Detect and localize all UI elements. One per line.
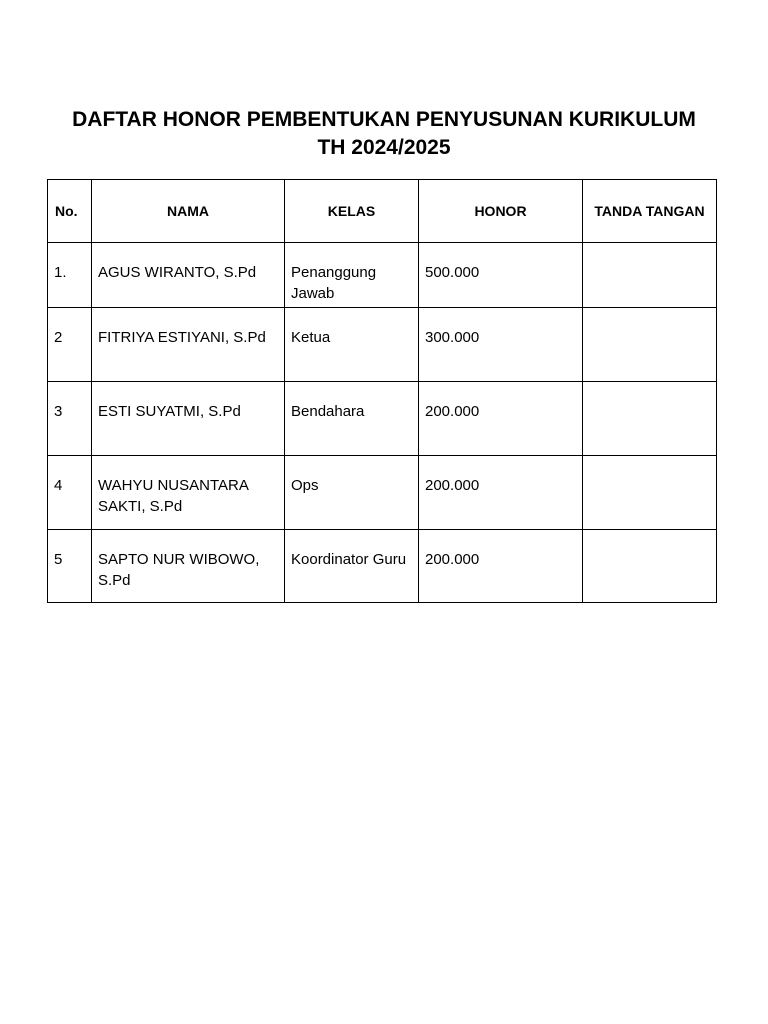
table-row	[48, 530, 717, 603]
cell-tanda-tangan	[583, 456, 717, 530]
cell-tanda-tangan	[583, 243, 717, 308]
cell-kelas: Ketua	[285, 308, 419, 382]
cell-nama: AGUS WIRANTO, S.Pd	[92, 243, 285, 308]
table-header-row	[48, 180, 717, 243]
table-row	[48, 243, 717, 308]
header-tanda-tangan: TANDA TANGAN	[583, 180, 717, 243]
header-kelas: KELAS	[285, 180, 419, 243]
honor-table	[47, 179, 717, 603]
cell-no: 3	[48, 382, 92, 456]
title-line-2: TH 2024/2025	[317, 136, 451, 159]
header-honor: HONOR	[419, 180, 583, 243]
cell-kelas: Koordinator Guru	[285, 530, 419, 603]
cell-honor: 300.000	[419, 308, 583, 382]
cell-kelas: Bendahara	[285, 382, 419, 456]
cell-nama: WAHYU NUSANTARA SAKTI, S.Pd	[92, 456, 285, 530]
header-nama: NAMA	[92, 180, 285, 243]
cell-no: 5	[48, 530, 92, 603]
table-row	[48, 308, 717, 382]
document-title	[40, 106, 728, 162]
table-row	[48, 456, 717, 530]
cell-kelas: Ops	[285, 456, 419, 530]
cell-no: 1.	[48, 243, 92, 308]
cell-nama: FITRIYA ESTIYANI, S.Pd	[92, 308, 285, 382]
cell-kelas: Penanggung Jawab	[285, 243, 419, 308]
cell-honor: 200.000	[419, 382, 583, 456]
title-line-1: DAFTAR HONOR PEMBENTUKAN PENYUSUNAN KURIKULUM	[72, 108, 696, 131]
table-row	[48, 382, 717, 456]
cell-no: 4	[48, 456, 92, 530]
cell-honor: 200.000	[419, 530, 583, 603]
cell-nama: ESTI SUYATMI, S.Pd	[92, 382, 285, 456]
cell-no: 2	[48, 308, 92, 382]
cell-honor: 500.000	[419, 243, 583, 308]
cell-tanda-tangan	[583, 382, 717, 456]
cell-honor: 200.000	[419, 456, 583, 530]
cell-tanda-tangan	[583, 308, 717, 382]
cell-tanda-tangan	[583, 530, 717, 603]
cell-nama: SAPTO NUR WIBOWO, S.Pd	[92, 530, 285, 603]
header-no: No.	[48, 180, 92, 243]
